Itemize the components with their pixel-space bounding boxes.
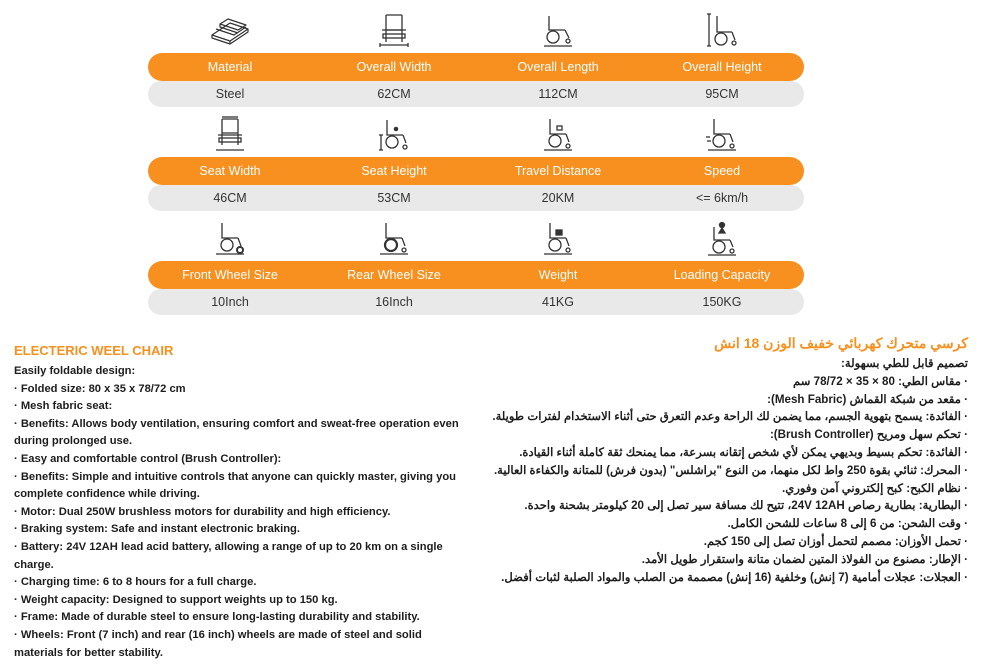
spec-icon-cell — [476, 112, 640, 156]
loading-capacity-icon — [705, 219, 739, 257]
spec-icon-cell — [640, 8, 804, 52]
spec-label-overall-width: Overall Width — [356, 60, 432, 74]
spec-icon-cell — [148, 112, 312, 156]
height-icon — [705, 11, 739, 49]
arabic-line: · الفائدة: يسمح بتهوية الجسم، مما يضمن لك الراحة وعدم التعرق حتى أثناء الاستخدام لفترات طويلة. — [492, 410, 968, 424]
spec-icons-row — [148, 112, 804, 156]
arabic-line: · الإطار: مصنوع من الفولاذ المتين لضمان متانة واستقرار طويل الأمد. — [641, 552, 968, 566]
spec-value-rear-wheel-size: 16Inch — [375, 295, 413, 309]
arabic-line: · الفائدة: تحكم بسيط وبديهي يمكن لأي شخص إتقانه بسرعة، مما يمنحك ثقة كاملة أثناء القيادة. — [519, 445, 968, 459]
english-line: · Wheels: Front (7 inch) and rear (16 inch) wheels are made of steel and solid materials for better stability. — [14, 628, 422, 659]
spec-label-rear-wheel-size: Rear Wheel Size — [347, 268, 441, 282]
width-icon — [377, 12, 411, 48]
spec-value-bar — [148, 289, 804, 315]
spec-label-overall-length: Overall Length — [517, 60, 599, 74]
arabic-line: · تحكم سهل ومريح (Brush Controller): — [769, 428, 968, 442]
spec-row-2 — [148, 112, 804, 216]
weight-icon — [541, 219, 575, 257]
spec-value-overall-height: 95CM — [705, 87, 739, 101]
spec-icons-row — [148, 216, 804, 260]
spec-value-bar — [148, 185, 804, 211]
spec-label-overall-height: Overall Height — [682, 60, 762, 74]
spec-value-overall-width: 62CM — [377, 87, 411, 101]
english-line: · Folded size: 80 x 35 x 78/72 cm — [14, 382, 186, 395]
spec-icon-cell — [312, 8, 476, 52]
spec-value-overall-length: 112CM — [538, 87, 578, 101]
spec-icon-cell — [148, 8, 312, 52]
arabic-line: · مقعد من شبكة القماش (Mesh Fabric): — [767, 392, 968, 406]
spec-row-1 — [148, 8, 804, 112]
english-line: · Benefits: Simple and intuitive controls that anyone can quickly master, giving you complete confidence while driving. — [14, 470, 456, 501]
spec-value-material: Steel — [215, 87, 245, 101]
spec-label-bar — [148, 53, 804, 81]
spec-label-seat-height: Seat Height — [361, 164, 427, 178]
spec-icon-cell — [640, 112, 804, 156]
english-title: ELECTERIC WEEL CHAIR — [14, 343, 174, 358]
spec-label-travel-distance: Travel Distance — [514, 164, 602, 178]
spec-label-weight: Weight — [538, 268, 578, 282]
arabic-description — [458, 333, 968, 586]
english-line: · Charging time: 6 to 8 hours for a full charge. — [14, 576, 257, 589]
spec-label-speed: Speed — [703, 164, 741, 178]
spec-value-front-wheel-size: 10Inch — [211, 295, 249, 309]
arabic-line: · تحمل الأوزان: مصمم لتحمل أوزان تصل إلى 150 كجم. — [703, 534, 968, 548]
spec-value-seat-height: 53CM — [377, 191, 411, 205]
english-line: · Frame: Made of durable steel to ensure long-lasting durability and stability. — [14, 611, 420, 624]
arabic-line: تصميم قابل للطي بسهولة: — [841, 357, 968, 370]
spec-icon-cell — [640, 216, 804, 260]
english-line: Easily foldable design: — [14, 365, 136, 377]
spec-row-3 — [148, 216, 804, 320]
rear-wheel-icon — [377, 219, 411, 257]
spec-label-material: Material — [207, 60, 253, 74]
spec-icon-cell — [312, 112, 476, 156]
speed-icon — [705, 115, 739, 153]
arabic-title: كرسي متحرك كهربائي خفيف الوزن 18 انش — [714, 335, 968, 351]
arabic-line: · العجلات: عجلات أمامية (7 إنش) وخلفية (16 إنش) مصممة من الصلب والمواد الصلبة لثبات أفضل. — [501, 570, 968, 584]
english-description — [14, 342, 462, 662]
spec-value-loading-capacity: 150KG — [702, 295, 742, 309]
spec-icon-cell — [148, 216, 312, 260]
english-line: · Motor: Dual 250W brushless motors for durability and high efficiency. — [14, 505, 391, 518]
english-line: · Braking system: Safe and instant electronic braking. — [14, 523, 300, 536]
seat-width-icon — [213, 115, 247, 153]
spec-value-travel-distance: 20KM — [541, 191, 575, 205]
spec-value-bar — [148, 81, 804, 107]
front-wheel-icon — [213, 219, 247, 257]
english-line: · Weight capacity: Designed to support weights up to 150 kg. — [14, 593, 338, 606]
spec-label-front-wheel-size: Front Wheel Size — [182, 268, 278, 282]
spec-icons-row — [148, 8, 804, 52]
arabic-line: · نظام الكبح: كبح إلكتروني آمن وفوري. — [782, 481, 968, 495]
arabic-line: · مقاس الطي: 80 × 35 × 78/72 سم — [793, 374, 968, 388]
arabic-line: · وقت الشحن: من 6 إلى 8 ساعات للشحن الكامل. — [727, 517, 968, 531]
spec-label-bar — [148, 261, 804, 289]
spec-icon-cell — [476, 8, 640, 52]
arabic-line: · المحرك: ثنائي بقوة 250 واط لكل منهما، من النوع "براشلس" (بدون فرش) للمتانة والكفاءة العالية. — [493, 463, 968, 477]
english-line: · Benefits: Allows body ventilation, ensuring comfort and sweat-free operation even during prolonged use. — [14, 417, 459, 448]
english-line: · Easy and comfortable control (Brush Controller): — [14, 452, 282, 465]
spec-value-speed: <= 6km/h — [695, 191, 749, 205]
travel-distance-icon — [541, 115, 575, 153]
length-icon — [541, 12, 575, 48]
spec-icon-cell — [312, 216, 476, 260]
spec-label-seat-width: Seat Width — [199, 164, 261, 178]
english-line: · Mesh fabric seat: — [14, 400, 113, 413]
steel-beams-icon — [208, 15, 252, 45]
spec-value-seat-width: 46CM — [213, 191, 247, 205]
spec-label-bar — [148, 157, 804, 185]
spec-value-weight: 41KG — [542, 295, 574, 309]
english-line: · Battery: 24V 12AH lead acid battery, allowing a range of up to 20 km on a single charge. — [14, 540, 443, 571]
spec-label-loading-capacity: Loading Capacity — [673, 268, 771, 282]
spec-table — [148, 8, 804, 320]
seat-height-icon — [377, 115, 411, 153]
spec-icon-cell — [476, 216, 640, 260]
arabic-line: · البطارية: بطارية رصاص 24V 12AH، تتيح لك مسافة سير تصل إلى 20 كيلومتر بشحنة واحدة. — [524, 499, 968, 513]
